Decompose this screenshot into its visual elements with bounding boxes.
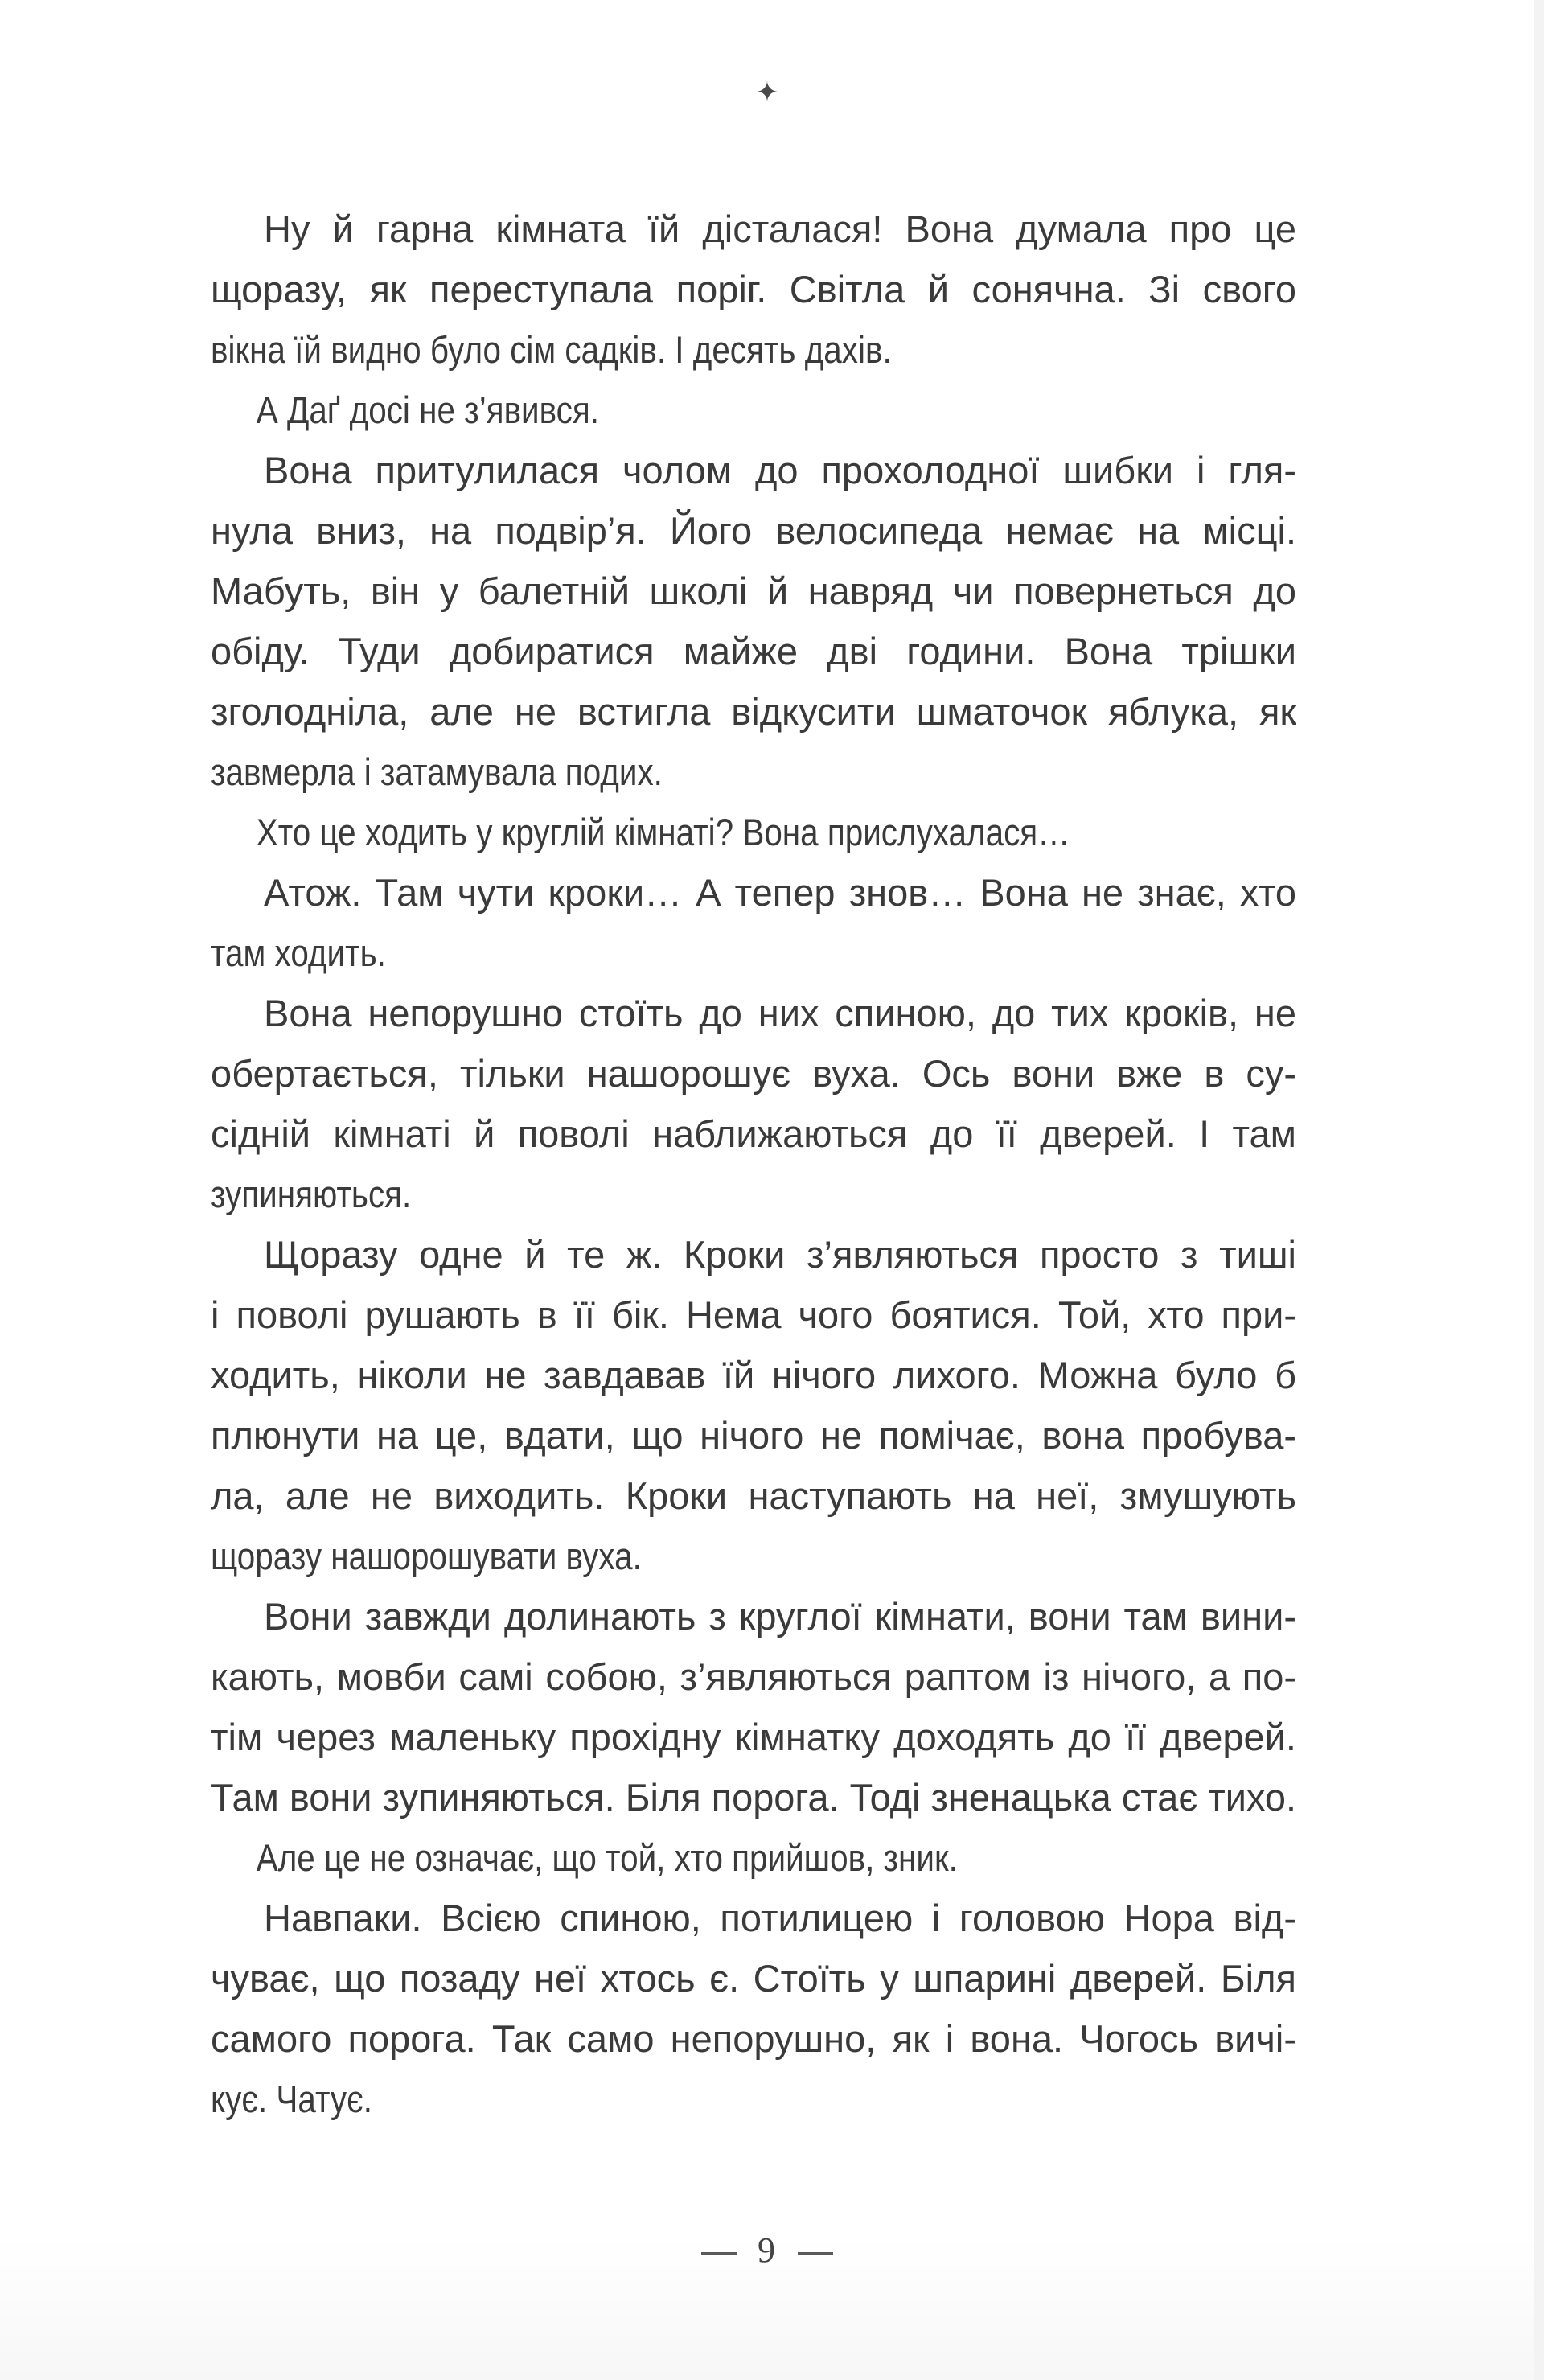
text-line: обертається, тільки нашорошує вуха. Ось вони вже в су- bbox=[211, 1052, 1296, 1095]
paragraph bbox=[211, 380, 1296, 440]
text-line: завмерла і затамувала подих. bbox=[211, 750, 663, 793]
text-line: зупиняються. bbox=[211, 1173, 412, 1215]
text-line: вікна їй видно було сім садків. І десять дахів. bbox=[211, 328, 892, 371]
paragraph bbox=[211, 1586, 1296, 1827]
dash-right bbox=[798, 2252, 833, 2255]
text-line: щоразу, як переступала поріг. Світла й сонячна. Зі свого bbox=[211, 268, 1296, 310]
paragraph bbox=[211, 1224, 1296, 1586]
text-line: Щоразу одне й те ж. Кроки з’являються просто з тиші bbox=[264, 1233, 1296, 1276]
text-line: ла, але не виходить. Кроки наступають на неї, змушують bbox=[211, 1474, 1296, 1517]
text-line: Мабуть, він у балетній школі й навряд чи повернеться до bbox=[211, 569, 1296, 612]
paragraph bbox=[211, 1888, 1296, 2129]
text-line: щоразу нашорошувати вуха. bbox=[211, 1535, 642, 1577]
text-line: Атож. Там чути кроки… А тепер знов… Вона не знає, хто bbox=[264, 871, 1296, 914]
text-line: Вона непорушно стоїть до них спиною, до тих кроків, не bbox=[264, 992, 1296, 1034]
text-line: Але це не означає, що той, хто прийшов, зник. bbox=[256, 1836, 958, 1879]
page-number bbox=[0, 2226, 1534, 2275]
text-line: плюнути на це, вдати, що нічого не помічає, вона пробува- bbox=[211, 1414, 1296, 1457]
dash-left bbox=[701, 2252, 737, 2255]
paragraph bbox=[211, 199, 1296, 380]
text-line: зголодніла, але не встигла відкусити шматочок яблука, як bbox=[211, 690, 1296, 733]
text-line: там ходить. bbox=[211, 931, 386, 974]
text-line: обіду. Туди добиратися майже дві години. Вона трішки bbox=[211, 630, 1296, 672]
page-number-value: 9 bbox=[758, 2230, 777, 2270]
text-line: сідній кімнаті й поволі наближаються до її дверей. І там bbox=[211, 1112, 1296, 1155]
text-line: Там вони зупиняються. Біля порога. Тоді зненацька стає тихо. bbox=[211, 1776, 1296, 1819]
text-line: кує. Чатує. bbox=[211, 2078, 372, 2120]
text-line: А Даґ досі не з’явився. bbox=[256, 388, 599, 431]
paragraph bbox=[211, 440, 1296, 802]
paragraph bbox=[211, 802, 1296, 862]
text-line: Ну й гарна кімната їй дісталася! Вона думала про це bbox=[264, 208, 1296, 250]
paragraph bbox=[211, 1827, 1296, 1888]
text-line: Вона притулилася чолом до прохолодної шибки і гля- bbox=[264, 449, 1296, 491]
body-text bbox=[211, 199, 1296, 2129]
text-line: ходить, ніколи не завдавав їй нічого лихого. Можна було б bbox=[211, 1354, 1296, 1396]
text-line: Вони завжди долинають з круглої кімнати, вони там вини- bbox=[264, 1595, 1296, 1638]
text-line: самого порога. Так само непорушно, як і вона. Чогось вичі- bbox=[211, 2017, 1296, 2060]
text-line: і поволі рушають в її бік. Нема чого боятися. Той, хто при- bbox=[211, 1293, 1296, 1336]
text-line: тім через маленьку прохідну кімнатку доходять до її дверей. bbox=[211, 1716, 1296, 1758]
text-line: Хто це ходить у круглій кімнаті? Вона прислухалася… bbox=[256, 811, 1070, 853]
text-line: нула вниз, на подвір’я. Його велосипеда немає на місці. bbox=[211, 509, 1296, 552]
paragraph bbox=[211, 983, 1296, 1224]
paragraph bbox=[211, 862, 1296, 983]
text-line: Навпаки. Всією спиною, потилицею і головою Нора від- bbox=[264, 1897, 1296, 1939]
text-line: кають, мовби самі собою, з’являються раптом із нічого, а по- bbox=[211, 1655, 1296, 1698]
page-edge bbox=[1534, 0, 1544, 2380]
four-pointed-star-icon: ✦ bbox=[755, 76, 779, 109]
text-line: чуває, що позаду неї хтось є. Стоїть у шпарині дверей. Біля bbox=[211, 1957, 1296, 2000]
